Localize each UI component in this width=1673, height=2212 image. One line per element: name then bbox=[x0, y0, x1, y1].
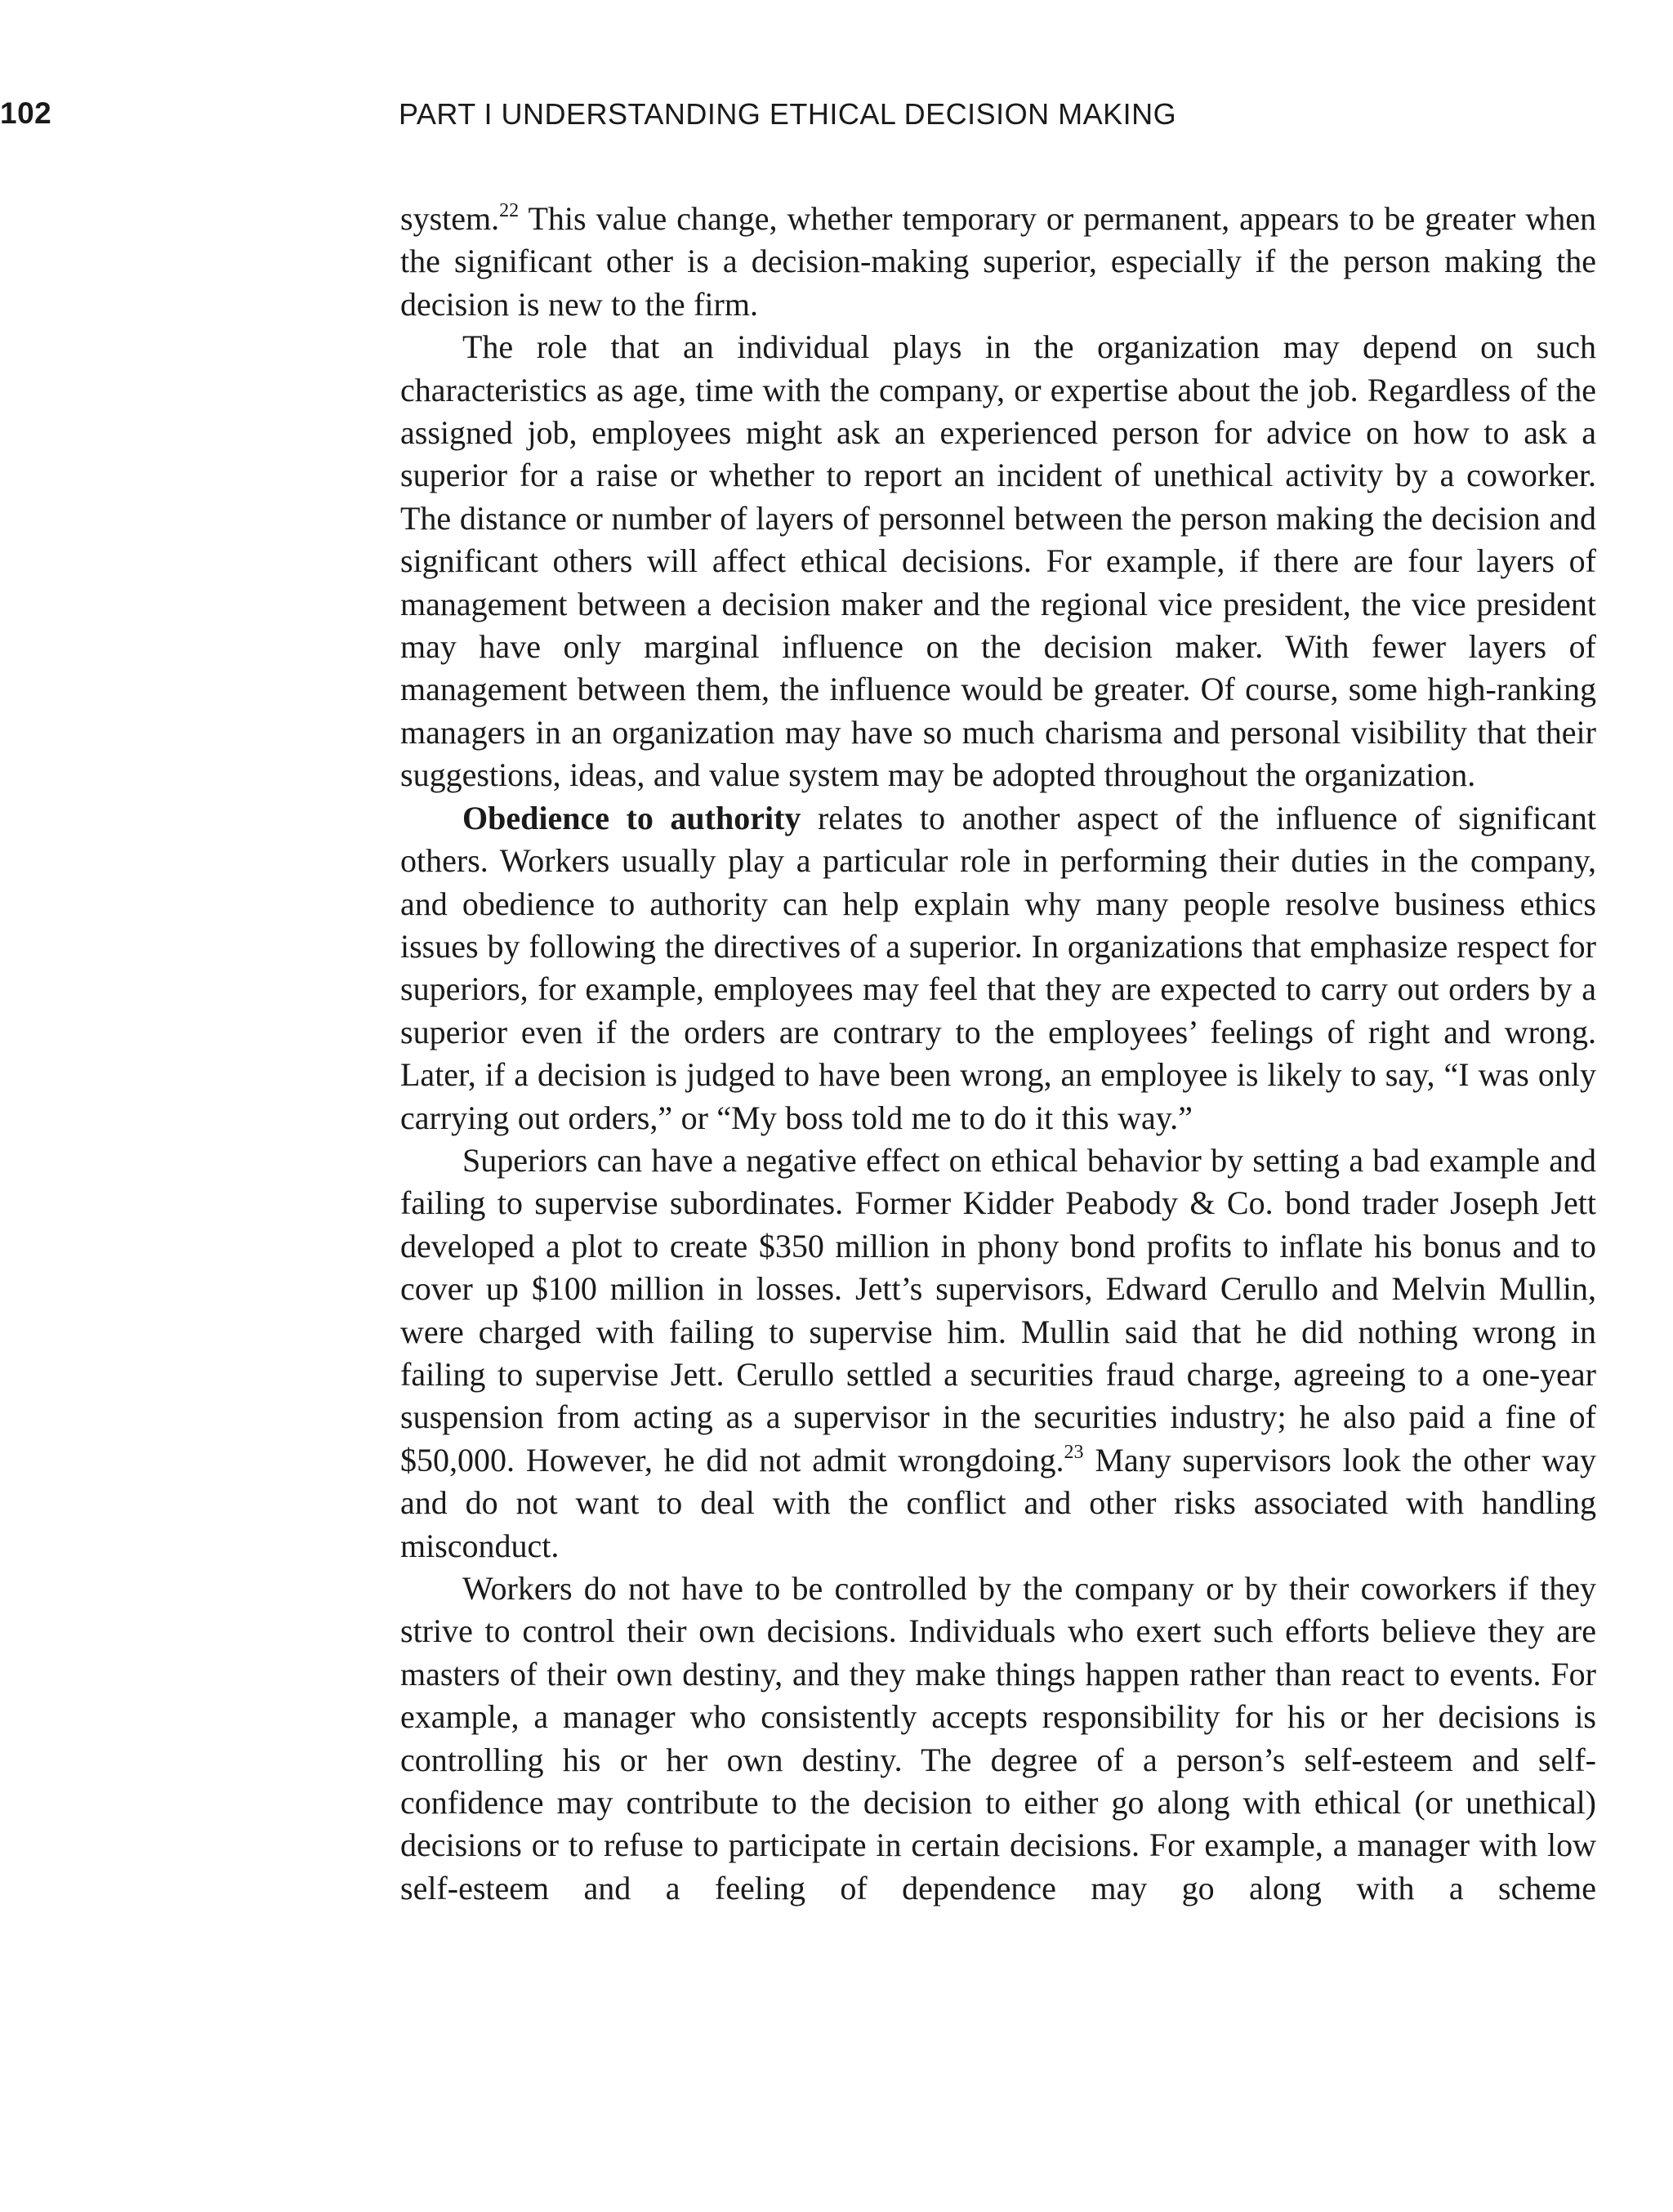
paragraph-1-lead: system. bbox=[400, 200, 500, 237]
paragraph-1 bbox=[400, 198, 1596, 326]
body-text bbox=[400, 198, 1596, 1910]
paragraph-4-text: Superiors can have a negative effect on ethical behavior by setting a bad example and failing to supervise subordinates. Former Kidder Peabody & Co. bond trader Joseph Jett developed a plot to create $350 million in phony bond profits to inflate his bonus and to cover up $100 million in losses. Jett’s supervisors, Edward Cerullo and Melvin Mullin, were charged with failing to supervise him. Mullin said that he did nothing wrong in failing to supervise Jett. Cerullo settled a securities fraud charge, agreeing to a one-year suspension from acting as a supervisor in the securities industry; he also paid a fine of $50,000. However, he did not admit wrongdoing. bbox=[400, 1141, 1596, 1478]
paragraph-3-text: relates to another aspect of the influence of significant others. Workers usually play a particular role in performing their duties in the company, and obedience to authority can help explain why many people resolve business ethics issues by following the directives of a superior. In organizations that emphasize respect for superiors, for example, employees may feel that they are expected to carry out orders by a superior even if the orders are contrary to the employees’ feelings of right and wrong. Later, if a decision is judged to have been wrong, an employee is likely to say, “I was only carrying out orders,” or “My boss told me to do it this way.” bbox=[400, 799, 1596, 1136]
page-number: 102 bbox=[0, 96, 52, 130]
paragraph-3 bbox=[400, 797, 1596, 1139]
footnote-ref-22: 22 bbox=[499, 200, 520, 221]
paragraph-1-text: This value change, whether temporary or permanent, appears to be greater when the significant other is a decision-making superior, especially if the person making the decision is new to the firm. bbox=[400, 200, 1596, 323]
paragraph-4 bbox=[400, 1139, 1596, 1568]
paragraph-5-text: Workers do not have to be controlled by the company or by their coworkers if they strive to control their own decisions. Individuals who exert such efforts believe they are masters of their own destiny, and they make things happen rather than react to events. For example, a manager who consistently accepts responsibility for his or her decisions is controlling his or her own destiny. The degree of a person’s self-esteem and self-confidence may contribute to the decision to either go along with ethical (or unethical) decisions or to refuse to participate in certain decisions. For example, a manager with low self-esteem and a feeling of dependence may go along with a scheme bbox=[400, 1570, 1596, 1907]
footnote-ref-23: 23 bbox=[1064, 1441, 1084, 1463]
key-term-obedience-to-authority: Obedience to authority bbox=[462, 799, 801, 836]
running-head: PART I UNDERSTANDING ETHICAL DECISION MAKING bbox=[399, 97, 1177, 131]
paragraph-5 bbox=[400, 1568, 1596, 1910]
paragraph-4-tail: Many supervisors look the other way and do not want to deal with the conflict and other risks associated with handling misconduct. bbox=[400, 1441, 1596, 1564]
paragraph-2 bbox=[400, 326, 1596, 796]
paragraph-2-text: The role that an individual plays in the organization may depend on such characteristics as age, time with the company, or expertise about the job. Regardless of the assigned job, employees might ask an experienced person for advice on how to ask a superior for a raise or whether to report an incident of unethical activity by a coworker. The distance or number of layers of personnel between the person making the decision and significant others will affect ethical decisions. For example, if there are four layers of management between a decision maker and the regional vice president, the vice president may have only marginal influence on the decision maker. With fewer layers of management between them, the influence would be greater. Of course, some high-ranking managers in an organization may have so much charisma and personal visibility that their suggestions, ideas, and value system may be adopted throughout the organization. bbox=[400, 328, 1596, 794]
